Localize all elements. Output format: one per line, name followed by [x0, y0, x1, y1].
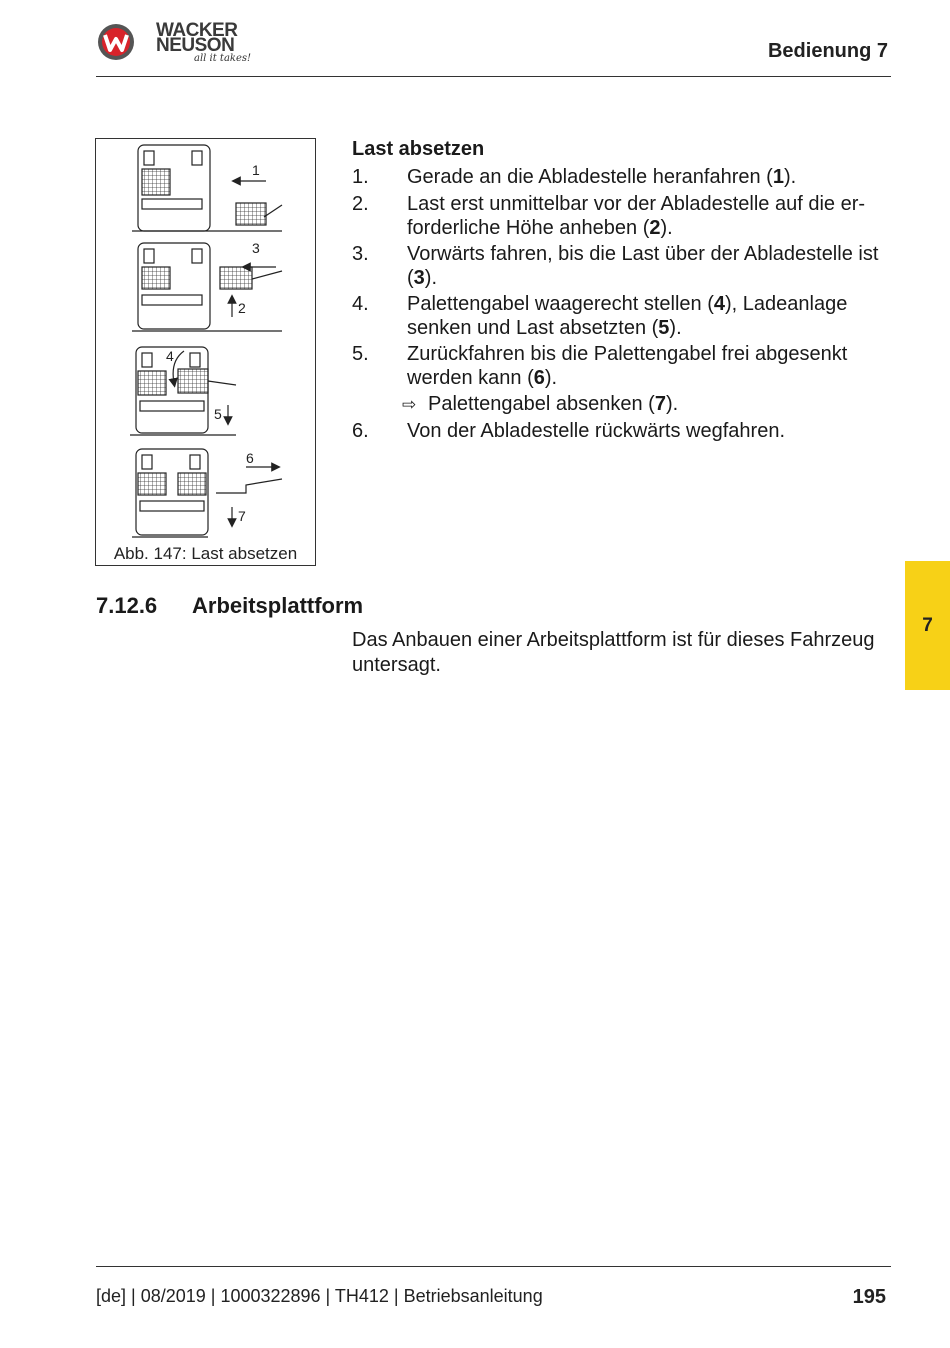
step-text: Von der Abladestelle rückwärts wegfahren. — [407, 420, 785, 442]
step-text: Gerade an die Abladestelle heranfahren (1). — [407, 166, 797, 188]
figure-label-1: 1 — [252, 162, 260, 178]
figure-label-7: 7 — [238, 508, 246, 524]
page-number: 195 — [852, 1286, 886, 1308]
header-divider — [96, 76, 891, 77]
figure-label-3: 3 — [252, 240, 260, 256]
step-number: 5. — [352, 343, 369, 365]
unloading-illustration — [96, 139, 315, 539]
chapter-side-tab — [905, 561, 950, 690]
header-chapter-title: Bedienung 7 — [767, 40, 888, 62]
panel-1 — [132, 145, 282, 231]
steps-title: Last absetzen — [352, 138, 485, 160]
step-text: Zurückfahren bis die Palettengabel frei abgesenkt werden kann (6). — [407, 343, 848, 389]
step-number: 6. — [352, 420, 369, 442]
figure-label-5: 5 — [214, 406, 222, 422]
step-text: Vorwärts fahren, bis die Last über der Abladestelle ist (3). — [407, 243, 879, 289]
step-text: Palettengabel waagerecht stellen (4), Ladeanlage senken und Last absetzten (5). — [407, 293, 848, 339]
section-number: 7.12.6 — [96, 593, 158, 618]
wacker-neuson-logo — [96, 18, 256, 68]
figure-label-2: 2 — [238, 300, 246, 316]
section-title: Arbeitsplattform — [192, 593, 364, 618]
step-5-result: ⇨ Palettengabel absenken (7). — [402, 393, 679, 415]
panel-4 — [132, 449, 282, 537]
step-number: 4. — [352, 293, 369, 315]
chapter-side-tab-label: 7 — [922, 615, 933, 636]
result-arrow-icon: ⇨ — [402, 395, 417, 414]
figure-label-6: 6 — [246, 450, 254, 466]
step-number: 3. — [352, 243, 369, 265]
logo-word-wacker: WACKER — [156, 20, 238, 41]
step-number: 1. — [352, 166, 369, 188]
logo-emblem-icon — [96, 22, 136, 62]
logo-tagline: all it takes! — [194, 53, 252, 64]
figure-caption: Abb. 147: Last absetzen — [113, 544, 298, 563]
step-text: Last erst unmittelbar vor der Abladestelle auf die er-forderliche Höhe anheben (2). — [407, 193, 866, 239]
footer-divider — [96, 1266, 891, 1267]
logo-word-neuson: NEUSON — [156, 35, 235, 56]
panel-2 — [132, 243, 282, 331]
figure-last-absetzen — [95, 138, 316, 566]
figure-label-4: 4 — [166, 348, 174, 364]
section-body: Das Anbauen einer Arbeitsplattform ist für dieses Fahrzeug untersagt. — [352, 629, 875, 676]
step-number: 2. — [352, 193, 369, 215]
footer-document-info: [de] | 08/2019 | 1000322896 | TH412 | Betriebsanleitung — [96, 1286, 543, 1306]
